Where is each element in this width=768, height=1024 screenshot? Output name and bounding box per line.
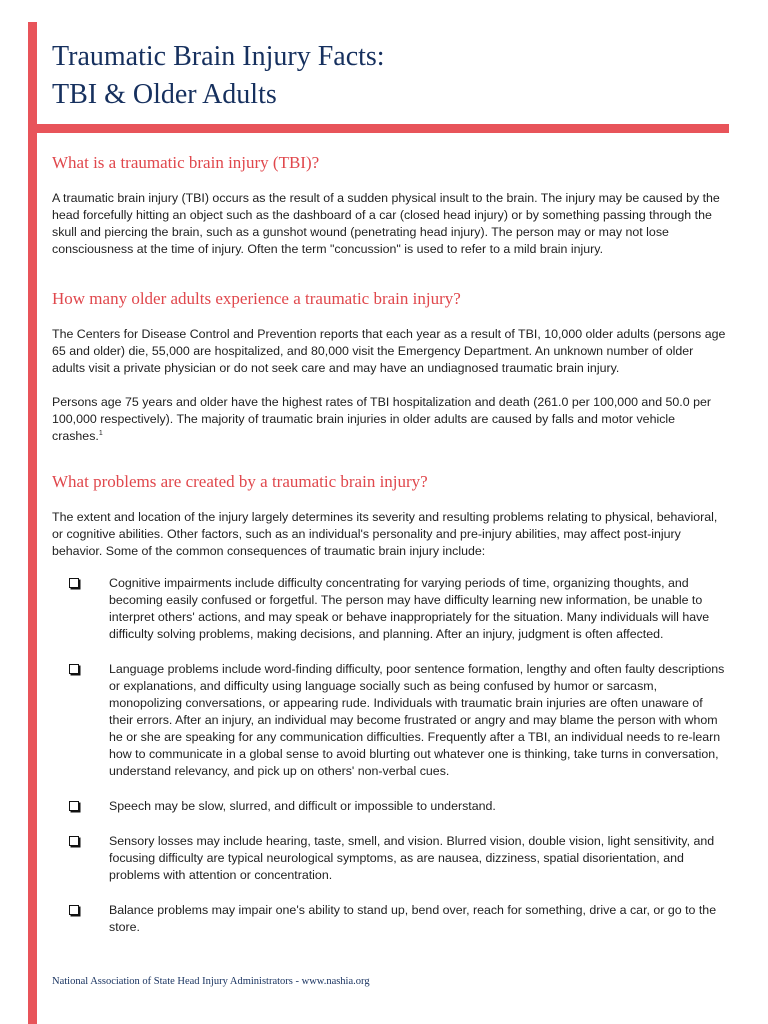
title-underline-bar	[28, 124, 729, 133]
list-item	[52, 575, 728, 643]
paragraph: The Centers for Disease Control and Prevention reports that each year as a result of TBI, 10,000 older adults (persons age 65 and older) die, 55,000 are hospitalized, and 80,000 visit the Emergency Department. An unknown number of older adults visit a private physician or do not seek care and may have an undiagnosed traumatic brain injury.	[52, 327, 726, 375]
footer-credit: National Association of State Head Injury Administrators - www.nashia.org	[52, 976, 370, 987]
list-item-text: Cognitive impairments include difficulty concentrating for varying periods of time, organizing thoughts, and becoming easily confused or forgetful. The person may have difficulty learning new information, be unable to interpret others' actions, and may speak or behave inappropriately for the situation. Many individuals will have difficulty solving problems, making decisions, and planning. After an injury, judgment is often affected.	[109, 576, 710, 641]
section-heading: What problems are created by a traumatic brain injury?	[52, 472, 428, 491]
list-item-text: Language problems include word-finding difficulty, poor sentence formation, lengthy and often faulty descriptions or explanations, and difficulty using language socially such as being confused by humor or sarcasm, monopolizing conversations, or appearing rude. Individuals with traumatic brain injuries are often unaware of their errors. After an injury, an individual may become frustrated or angry and may blame the person with whom he or she are speaking for any communication difficulties. Frequently after a TBI, an individual needs to re-learn how to communicate in a global sense to avoid blurting out whatever one is thinking, take turns in conversation, understand relevancy, and pick up on others' non-verbal cues.	[109, 662, 725, 778]
section-older-adults-stats	[52, 288, 728, 445]
section-what-is-tbi	[52, 152, 728, 258]
list-item-text: Sensory losses may include hearing, taste, smell, and vision. Blurred vision, double vision, light sensitivity, and focusing difficulty are typical neurological symptoms, as are nausea, dizziness, spatial disorientation, and problems with attention or concentration.	[109, 834, 715, 882]
paragraph-with-footnote	[52, 394, 728, 445]
page-title	[52, 38, 385, 114]
section-heading: How many older adults experience a traumatic brain injury?	[52, 289, 461, 308]
title-line-1: Traumatic Brain Injury Facts:	[52, 41, 385, 72]
list-item	[52, 833, 728, 884]
section-heading: What is a traumatic brain injury (TBI)?	[52, 153, 320, 172]
list-item	[52, 661, 728, 780]
checkbox-bullet-icon	[69, 801, 79, 811]
checkbox-bullet-icon	[69, 664, 79, 674]
title-line-2: TBI & Older Adults	[52, 79, 277, 110]
footnote-mark: 1	[98, 429, 103, 437]
checkbox-bullet-icon	[69, 905, 79, 915]
document-body	[52, 150, 728, 954]
checkbox-bullet-icon	[69, 578, 79, 588]
paragraph: A traumatic brain injury (TBI) occurs as the result of a sudden physical insult to the brain. The injury may be caused by the head forcefully hitting an object such as the dashboard of a car (closed head injury) or by something passing through the skull and piercing the brain, such as a gunshot wound (penetrating head injury). The person may or may not lose consciousness at the time of injury. Often the term "concussion" is used to refer to a mild brain injury.	[52, 191, 720, 256]
left-accent-bar	[28, 22, 37, 1024]
section-problems	[52, 471, 728, 936]
list-item	[52, 902, 728, 936]
list-item-text: Balance problems may impair one's ability to stand up, bend over, reach for something, drive a car, or go to the store.	[109, 903, 717, 934]
paragraph-text: Persons age 75 years and older have the highest rates of TBI hospitalization and death (261.0 per 100,000 and 50.0 per 100,000 respectively). The majority of traumatic brain injuries in older adults are caused by falls and motor vehicle crashes.	[52, 395, 711, 443]
paragraph: The extent and location of the injury largely determines its severity and resulting problems relating to physical, behavioral, or cognitive abilities. Other factors, such as an individual's personality and pre-injury abilities, may affect post-injury behavior. Some of the common consequences of traumatic brain injury include:	[52, 510, 718, 558]
list-item	[52, 798, 728, 815]
list-item-text: Speech may be slow, slurred, and difficult or impossible to understand.	[109, 799, 496, 813]
consequences-list	[52, 575, 728, 936]
checkbox-bullet-icon	[69, 836, 79, 846]
